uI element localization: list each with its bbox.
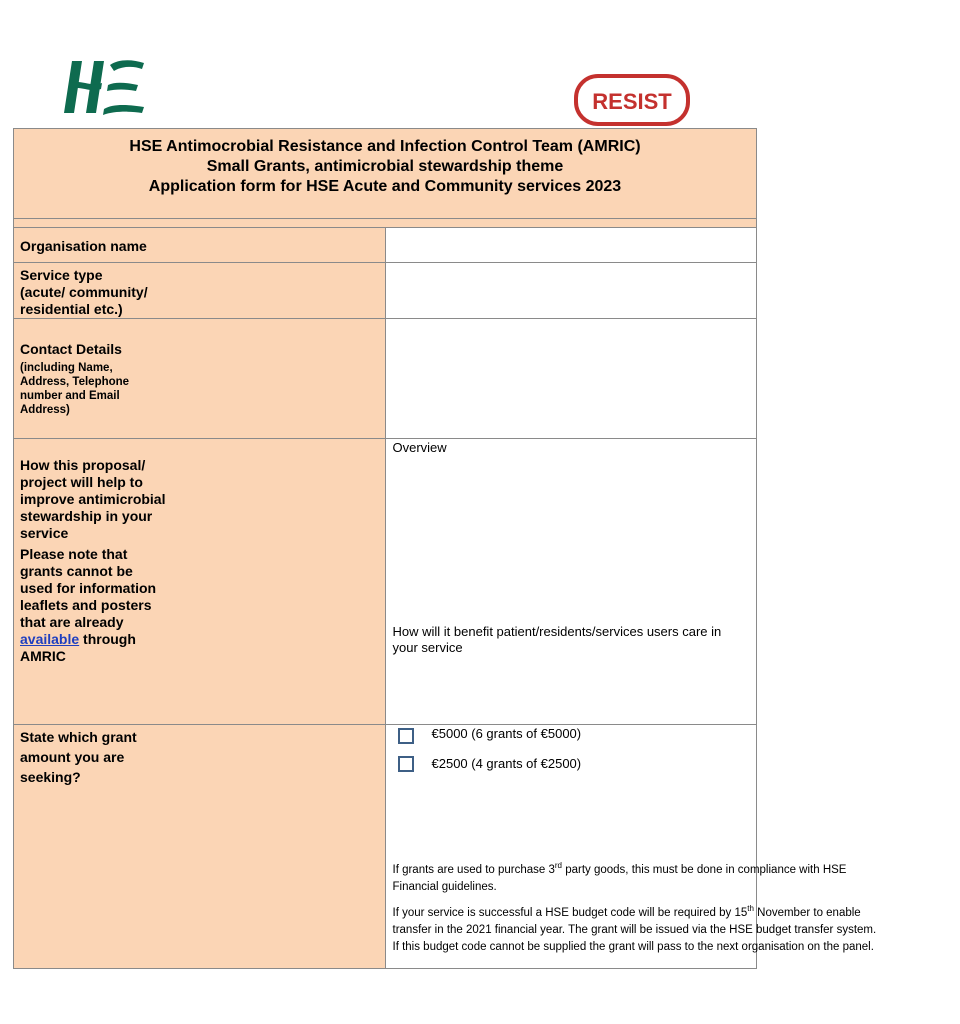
info2-d: If this budget code cannot be supplied the grant will pass to the next organisation on the panel. [392,941,874,953]
benefit-label: How will it benefit patient/residents/services users care in your service [392,624,722,655]
info2-b: November to enable [753,907,861,919]
contact-sub-3: number and Email [20,390,120,402]
org-label-cell [14,228,386,263]
contact-details-field[interactable] [385,319,757,439]
proposal-field[interactable] [385,439,757,725]
service-label-1: Service type [20,267,103,283]
contact-sub-1: (including Name, [20,362,113,374]
overview-label: Overview [392,440,447,455]
grant-label-3: seeking? [20,769,81,785]
header-spacer [14,219,757,228]
grant-5000-checkbox[interactable] [398,728,414,744]
service-label-cell [14,263,386,319]
service-label-3: residential etc.) [20,301,123,317]
note-2: grants cannot be [20,563,133,579]
org-label: Organisation name [20,238,147,254]
available-link[interactable]: available [20,631,80,647]
resist-logo-text: RESIST [592,89,672,114]
service-label-2: (acute/ community/ [20,284,148,300]
contact-label: Contact Details [20,341,122,357]
note-7: AMRIC [20,648,66,664]
grant-info-2 [386,905,960,956]
header-line-3: Application form for HSE Acute and Community services 2023 [148,178,622,195]
proposal-label-1: How this proposal/ [20,457,146,473]
grant-5000-label: €5000 (6 grants of €5000) [431,726,582,741]
contact-label-cell [14,319,386,439]
proposal-label-3: improve antimicrobial [20,491,166,507]
org-name-field[interactable] [385,228,757,263]
grant-label-2: amount you are [20,749,125,765]
form-header [14,129,757,219]
grant-label-1: State which grant [20,729,137,745]
proposal-label-2: project will help to [20,474,143,490]
grant-info-1 [386,862,950,896]
proposal-label-cell [14,439,386,725]
note-1: Please note that [20,546,128,562]
note-6-line [20,631,379,648]
grant-field [385,725,877,969]
proposal-label-4: stewardship in your [20,508,153,524]
contact-sub-2: Address, Telephone [20,376,130,388]
resist-logo [572,72,692,128]
note-3: used for information [20,580,157,596]
info2-sup: th [747,904,754,914]
info1-sup: rd [554,861,563,871]
info2-a: If your service is successful a HSE budget code will be required by 15 [392,907,748,919]
info1-c: Financial guidelines. [392,881,497,893]
application-form [13,128,877,969]
proposal-label-5: service [20,525,69,541]
info1-a: If grants are used to purchase 3 [392,864,555,876]
note-5: that are already [20,614,124,630]
grant-2500-label: €2500 (4 grants of €2500) [431,756,582,771]
contact-sub-4: Address) [20,404,70,416]
service-type-field[interactable] [385,263,757,319]
grant-2500-checkbox[interactable] [398,756,414,772]
header-line-1: HSE Antimocrobial Resistance and Infection Control Team (AMRIC) [129,138,641,155]
hse-logo-text: HSE [58,42,91,59]
header-line-2: Small Grants, antimicrobial stewardship theme [206,158,564,175]
grant-label-cell [14,725,386,969]
info1-b: party goods, this must be done in compliance with HSE [562,864,847,876]
form-table [13,128,877,969]
hse-logo [58,42,148,119]
note-4: leaflets and posters [20,597,152,613]
note-6: through [79,631,136,647]
info2-c: transfer in the 2021 financial year. The grant will be issued via the HSE budget transfer system. [392,924,877,936]
